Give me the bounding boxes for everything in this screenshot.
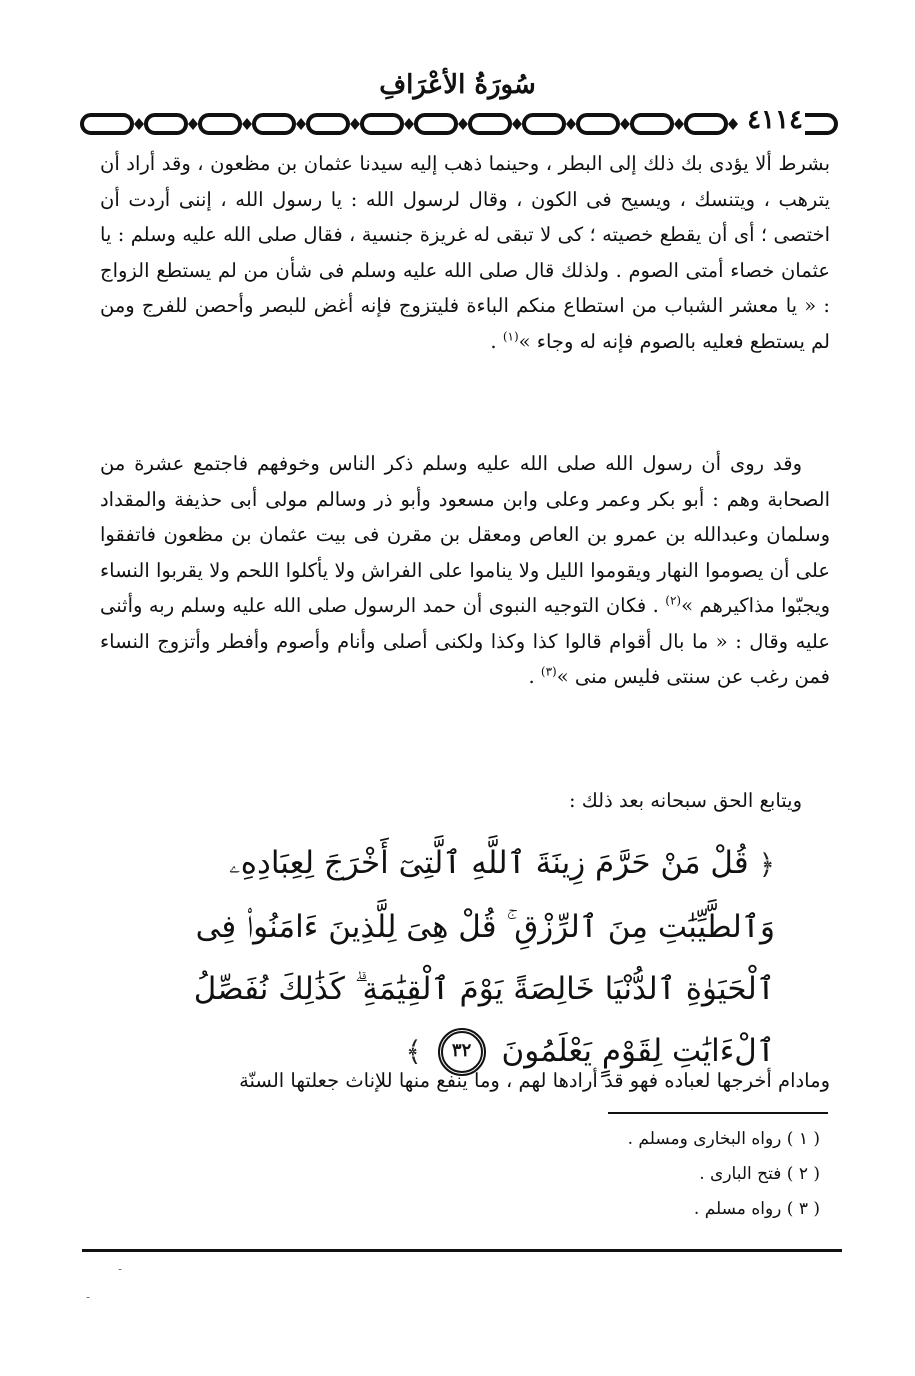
paragraph-2 — [100, 446, 830, 695]
header-chain-ornament — [78, 108, 840, 140]
paragraph-1 — [100, 146, 830, 359]
paragraph-2-text: وقد روى أن رسول الله صلى الله عليه وسلم ذكر الناس وخوفهم فاجتمع عشرة من الصحابة وهم : أبو بكر وعمر وعلى وابن مسعود وأبو ذر وسالم مولى أبى حذيفة والمقداد وسلمان وعبدالله بن عمرو بن العاص ومعقل بن مقرن فى بيت عثمان بن مظعون فاتفقوا على أن يصوموا النهار ويقوموا الليل ولا يناموا على الفراش ولا يأكلوا اللحم ولا يقربوا النساء ويجبّوا مذاكيرهم » — [100, 452, 830, 617]
paragraph-after-verse: ومادام أخرجها لعباده فهو قد أرادها لهم ، وما ينفع منها للإناث جعلتها السنّة — [239, 1069, 830, 1092]
quran-verse — [170, 832, 775, 1083]
paragraph-2-end: . — [528, 665, 541, 688]
footnote-1: ( ١ ) رواه البخارى ومسلم . — [627, 1129, 820, 1149]
verse-open-ornament-icon: ﴿ — [758, 847, 775, 881]
paragraph-1-text: بشرط ألا يؤدى بك ذلك إلى البطر ، وحينما ذهب إليه سيدنا عثمان بن مظعون ، وقد أراد أن يترهب ، ويتنسك ، ويسيح فى الكون ، وقال لرسول الله : يا رسول الله ، إننى أردت أن اختصى ؛ أى أن يقطع خصيته ؛ كى لا تبقى له غريزة جنسية ، فقال صلى الله عليه وسلم : يا عثمان خصاء أمتى الصوم . ولذلك قال صلى الله عليه وسلم فى شأن من لم يستطع الزواج : « يا معشر الشباب من استطاع منكم الباءة فليتزوج فإنه أغض للبصر وأحصن للفرج ومن لم يستطع فعليه بالصوم فإنه له وجاء » — [100, 152, 830, 353]
page-number: ٤١١٤ — [745, 105, 805, 135]
footnote-3: ( ٣ ) رواه مسلم . — [693, 1199, 820, 1219]
paragraph-2-continuation: . فكان التوجيه النبوى أن حمد الرسول صلى الله عليه وسلم ربه وأثنى عليه وقال : « ما بال أقوام قالوا كذا وكذا ولكنى أصلى وأنام وأصوم وأفطر وأتزوج النساء فمن رغب عن سنتى فليس منى » — [100, 594, 830, 688]
paragraph-1-end: . — [490, 329, 503, 353]
verse-close-ornament-icon: ﴾ — [405, 1035, 422, 1068]
footnote-2: ( ٢ ) فتح البارى . — [699, 1164, 820, 1184]
footnote-ref-1: (١) — [502, 329, 519, 343]
footnote-divider — [608, 1112, 828, 1114]
bottom-divider — [82, 1249, 842, 1252]
paragraph-3-text: ويتابع الحق سبحانه بعد ذلك : — [568, 789, 802, 812]
scan-speck: - — [118, 1262, 123, 1276]
verse-text: قُلْ مَنْ حَرَّمَ زِينَةَ ٱللَّهِ ٱلَّتِىٓ أَخْرَجَ لِعِبَادِهِۦ وَٱلطَّيِّبَٰتِ مِنَ ٱلرِّزْقِ ۚ قُلْ هِىَ لِلَّذِينَ ءَامَنُوا۟ فِى ٱلْحَيَوٰةِ ٱلدُّنْيَا خَالِصَةً يَوْمَ ٱلْقِيَٰمَةِ ۗ كَذَٰلِكَ نُفَصِّلُ ٱلْءَايَٰتِ لِقَوْمٍ يَعْلَمُونَ — [193, 845, 775, 1069]
surah-title: سُورَةُ الأعْرَافِ — [379, 70, 536, 100]
paragraph-3 — [100, 783, 830, 819]
ayah-number-badge: ٣٢ — [438, 1028, 486, 1076]
footnotes — [400, 1122, 820, 1227]
footnote-ref-3: (٣) — [540, 664, 557, 679]
footnote-ref-2: (٢) — [665, 593, 682, 608]
scan-speck: - — [86, 1290, 91, 1304]
